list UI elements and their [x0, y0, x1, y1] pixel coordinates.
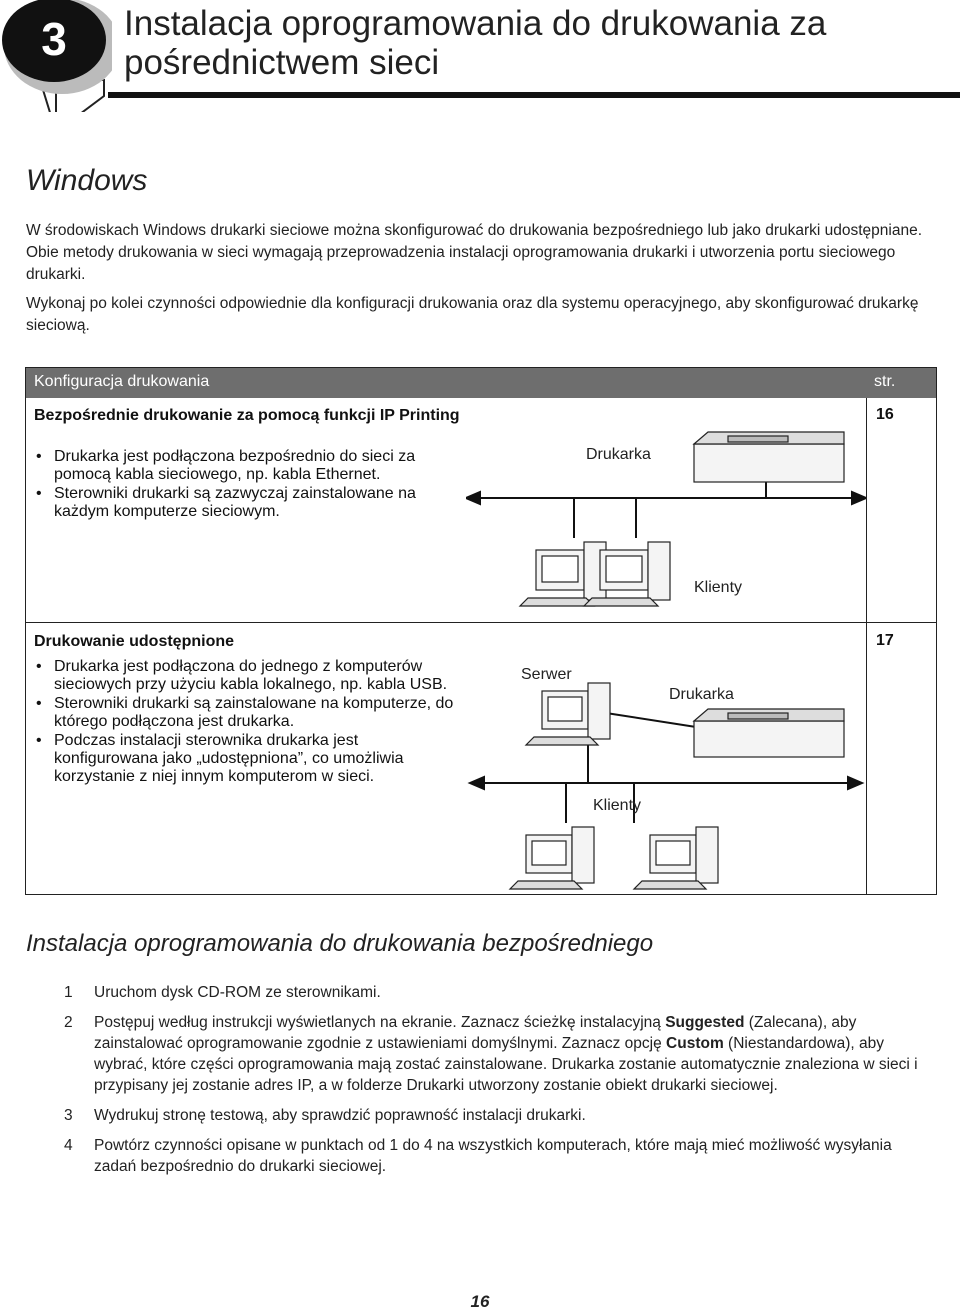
direct-printing-diagram	[466, 398, 866, 622]
list-item: • Drukarka jest podłączona do jednego z komputerów sieciowych przy użyciu kabla lokalnego, np. kabla USB.	[34, 658, 464, 694]
list-item	[26, 1105, 938, 1126]
row1-title: Bezpośrednie drukowanie za pomocą funkcji IP Printing	[34, 407, 460, 424]
list-item: • Sterowniki drukarki są zazwyczaj zainstalowane na każdym komputerze sieciowym.	[34, 485, 464, 521]
step-number: 1	[64, 984, 73, 1001]
config-table	[25, 367, 937, 895]
header-page: str.	[874, 373, 896, 390]
section-heading-direct-install: Instalacja oprogramowania do drukowania bezpośredniego	[26, 930, 654, 957]
list-item	[26, 982, 938, 1003]
step-text: Powtórz czynności opisane w punktach od 1 do 4 na wszystkich komputerach, które mają mieć możliwość wysyłania zadań bezpośrednio do drukarki sieciowej.	[94, 1137, 892, 1175]
list-item	[26, 1135, 938, 1177]
chapter-title: Instalacja oprogramowania do drukowania za pośrednictwem sieci	[124, 4, 827, 82]
step-number: 3	[64, 1107, 73, 1124]
option-suggested: Suggested	[665, 1014, 745, 1031]
row1-bullets	[34, 448, 464, 522]
printer-icon	[694, 709, 844, 757]
list-item: • Podczas instalacji sterownika drukarka jest konfigurowana jako „udostępniona”, co umożliwia korzystanie z niej innym komputerom w sieci.	[34, 732, 464, 786]
intro-paragraph: W środowiskach Windows drukarki sieciowe można skonfigurować do drukowania bezpośredniego lub jako drukarki udostępniane. Obie metody drukowania w sieci wymagają przeprowadzenia instalacji oprogramowania drukarki i utworzenia portu sieciowego drukarki.	[26, 222, 923, 283]
section-heading-windows: Windows	[26, 164, 148, 197]
chapter-number: 3	[41, 13, 67, 65]
header-config: Konfiguracja drukowania	[34, 373, 210, 390]
step-number: 4	[64, 1137, 73, 1154]
option-custom: Custom	[666, 1035, 724, 1052]
table-header	[26, 368, 936, 398]
step-text: Wydrukuj stronę testową, aby sprawdzić poprawność instalacji drukarki.	[94, 1107, 586, 1124]
client-computer-icon	[510, 827, 594, 889]
client-computer-icon	[634, 827, 718, 889]
printer-icon	[694, 432, 844, 482]
list-item: • Sterowniki drukarki są zainstalowane na komputerze, do którego podłączona jest drukarka.	[34, 695, 464, 731]
label-printer: Drukarka	[586, 446, 651, 463]
shared-printing-diagram	[466, 623, 866, 895]
label-server: Serwer	[521, 666, 572, 683]
label-clients-shared: Klienty	[593, 797, 642, 814]
label-clients: Klienty	[694, 579, 743, 596]
step-text-pre: Postępuj według instrukcji wyświetlanych na ekranie. Zaznacz ścieżkę instalacyjną	[94, 1014, 666, 1031]
step-text-post: (Niestandardowa), aby wybrać, które części oprogramowania mają zostać zainstalowane. Drukarka zostanie automatycznie znaleziona w sieci i przypisany jej zostanie adres IP, a w folderze Drukarki utworzony zostanie obiekt drukarki sieciowej.	[94, 1035, 918, 1094]
row2-title: Drukowanie udostępnione	[34, 633, 235, 650]
page-number: 16	[470, 1292, 490, 1311]
list-item	[26, 1012, 938, 1096]
row1-page: 16	[876, 406, 894, 423]
step-number: 2	[64, 1014, 73, 1031]
server-computer-icon	[526, 683, 610, 745]
step-text: Uruchom dysk CD-ROM ze sterownikami.	[94, 984, 381, 1001]
row2-page: 17	[876, 632, 894, 649]
install-steps	[26, 982, 938, 1186]
label-printer-shared: Drukarka	[669, 686, 734, 703]
client-computer-icon	[520, 542, 606, 606]
step-text-mid: (Zalecana), aby zainstalować oprogramowanie zgodnie z ustawieniami domyślnymi. Zaznacz opcję	[94, 1014, 857, 1052]
title-rule	[108, 92, 960, 98]
instruction-paragraph: Wykonaj po kolei czynności odpowiednie dla konfiguracji drukowania oraz dla systemu operacyjnego, aby skonfigurować drukarkę sieciową.	[26, 295, 919, 334]
row2-bullets	[34, 658, 464, 787]
list-item: • Drukarka jest podłączona bezpośrednio do sieci za pomocą kabla sieciowego, np. kabla Ethernet.	[34, 448, 464, 484]
column-divider	[866, 398, 867, 895]
